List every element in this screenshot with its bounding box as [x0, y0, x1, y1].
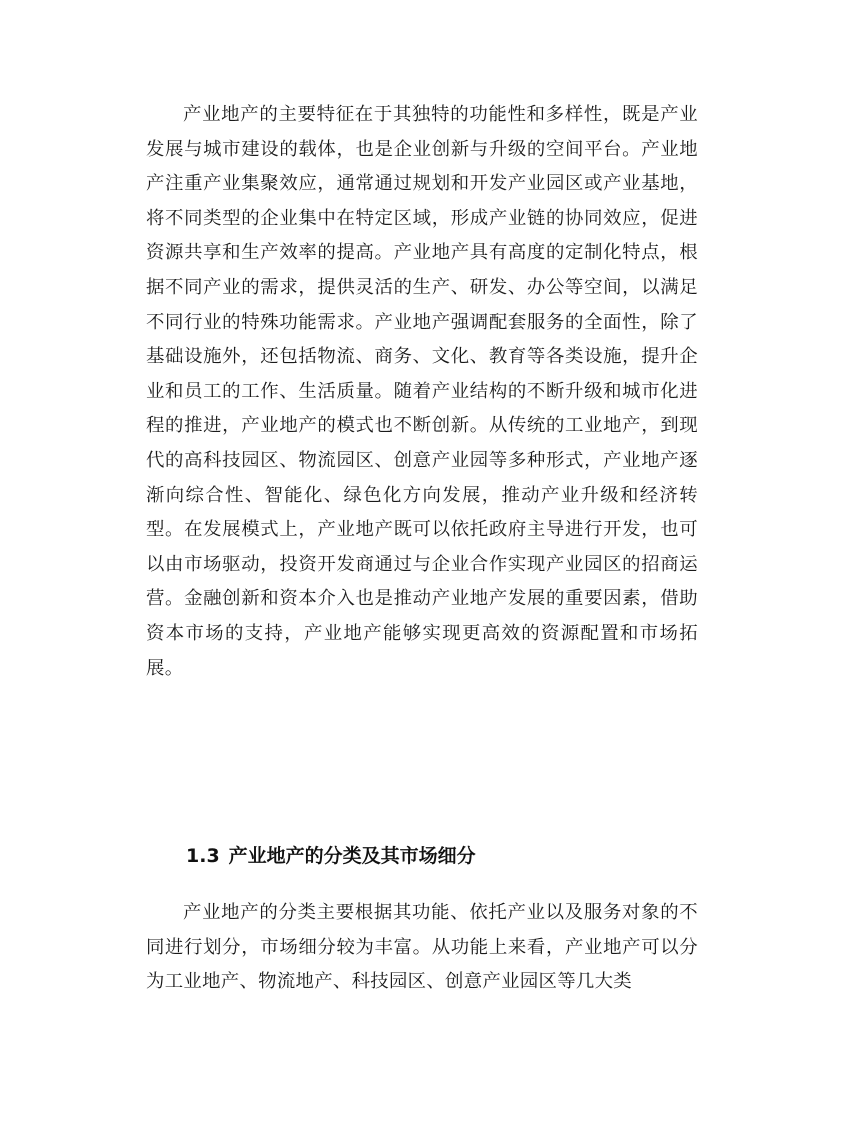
body-paragraph-2: 产业地产的分类主要根据其功能、依托产业以及服务对象的不同进行划分，市场细分较为丰富。从功能上来看，产业地产可以分为工业地产、物流地产、科技园区、创意产业园区等几大类: [146, 902, 698, 993]
section-number: 1.3: [186, 845, 220, 867]
section-title: 产业地产的分类及其市场细分: [228, 845, 476, 867]
section-heading: [186, 840, 476, 872]
body-paragraph-1: 产业地产的主要特征在于其独特的功能性和多样性，既是产业发展与城市建设的载体，也是企业创新与升级的空间平台。产业地产注重产业集聚效应，通常通过规划和开发产业园区或产业基地，将不同类型的企业集中在特定区域，形成产业链的协同效应，促进资源共享和生产效率的提高。产业地产具有高度的定制化特点，根据不同产业的需求，提供灵活的生产、研发、办公等空间，以满足不同行业的特殊功能需求。产业地产强调配套服务的全面性，除了基础设施外，还包括物流、商务、文化、教育等各类设施，提升企业和员工的工作、生活质量。随着产业结构的不断升级和城市化进程的推进，产业地产的模式也不断创新。从传统的工业地产，到现代的高科技园区、物流园区、创意产业园等多种形式，产业地产逐渐向综合性、智能化、绿色化方向发展，推动产业升级和经济转型。在发展模式上，产业地产既可以依托政府主导进行开发，也可以由市场驱动，投资开发商通过与企业合作实现产业园区的招商运营。金融创新和资本介入也是推动产业地产发展的重要因素，借助资本市场的支持，产业地产能够实现更高效的资源配置和市场拓展。: [146, 104, 698, 679]
